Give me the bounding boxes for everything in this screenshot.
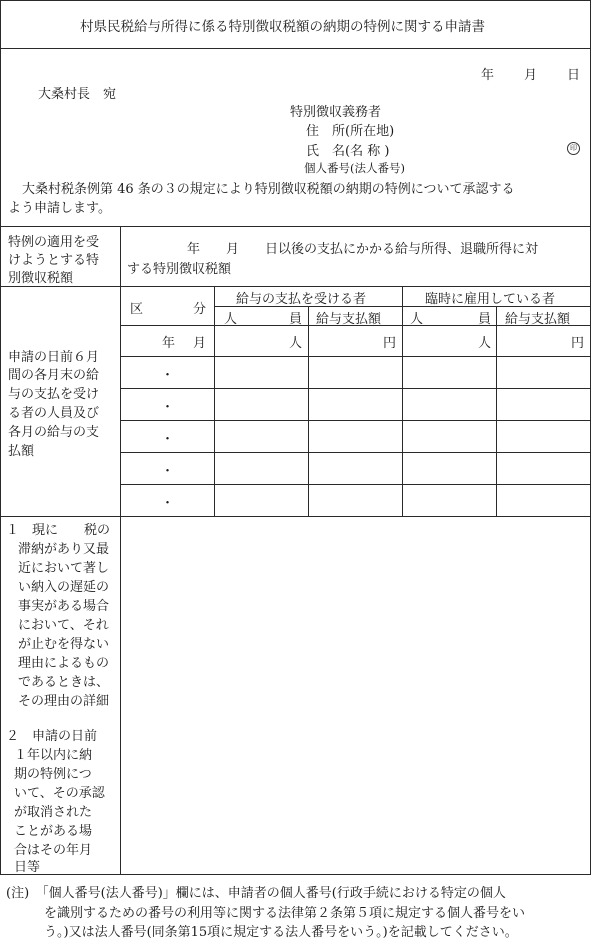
table-bottom-line [0, 516, 591, 517]
sub-payment-2: 給与支払額 [505, 312, 571, 327]
name-label: 氏 名(名 称 ) [306, 144, 390, 159]
header-divider [0, 226, 591, 227]
table-label-2: 間の各月末の給 [8, 368, 100, 383]
reason2-line-2: １年以内に納 [14, 748, 93, 763]
note-line-1: (注) 「個人番号(法人番号)」欄には、申請者の個人番号(行政手続における特定の個人 [6, 886, 506, 901]
form-border-top [0, 0, 591, 1]
title-divider [0, 48, 591, 49]
reason2-line-3: 期の特例につ [14, 767, 92, 782]
form-border-left [0, 0, 1, 874]
number-label: 個人番号(法人番号) [304, 161, 405, 175]
applicable-value-2: する特別徴収税額 [127, 262, 232, 277]
row-mark-2: ・ [161, 400, 175, 415]
reason1-line-4: い納入の遅延の [18, 580, 110, 595]
date-month: 月 [524, 68, 538, 83]
obligor-label: 特別徴収義務者 [290, 105, 382, 120]
reason1-line-10: その理由の詳細 [18, 694, 110, 709]
form-border-bottom [0, 874, 591, 875]
applicable-label-3: 別徴収税額 [8, 271, 74, 286]
label-column-line [120, 226, 121, 874]
applicable-label-1: 特例の適用を受 [8, 235, 100, 250]
row-line-3 [120, 452, 590, 453]
table-label-5: 各月の給与の支 [8, 425, 100, 440]
applicable-label-2: けようとする特 [8, 253, 100, 268]
address-label: 住 所(所在地) [306, 124, 395, 139]
note-line-3: う。)又は法人番号(同条第15項に規定する法人番号をいう。)を記載してください。 [44, 925, 518, 940]
table-label-3: 与の支払を受け [8, 387, 100, 402]
reason1-line-9: であるときは、 [18, 675, 110, 690]
date-day: 日 [567, 68, 581, 83]
reason2-line-8: 日等 [14, 860, 41, 875]
body-text-line2: よう申請します。 [8, 201, 111, 216]
row-mark-1: ・ [161, 368, 175, 383]
unit-month: 月 [193, 336, 207, 351]
date-year: 年 [481, 68, 495, 83]
addressee: 大桑村長 宛 [38, 87, 117, 102]
col-kubun-1: 区 [130, 302, 144, 317]
group-temporary-header: 臨時に雇用している者 [425, 292, 556, 307]
unit-person-1: 人 [289, 336, 303, 351]
row-line-1 [120, 388, 590, 389]
row-line-2 [120, 420, 590, 421]
row-line-4 [120, 484, 590, 485]
reason1-line-5: 事実がある場合 [18, 599, 110, 614]
col-line-4 [496, 306, 497, 516]
unit-row-line [120, 356, 590, 357]
table-label-1: 申請の日前６月 [8, 350, 100, 365]
row-mark-3: ・ [161, 432, 175, 447]
sub-persons-1b: 員 [289, 312, 303, 327]
col-line-3 [402, 286, 403, 516]
row-mark-4: ・ [161, 464, 175, 479]
table-label-6: 払額 [8, 444, 35, 459]
reason1-line-3: 近において著し [18, 561, 110, 576]
sub-persons-2a: 人 [410, 312, 424, 327]
sub-persons-2b: 員 [478, 312, 492, 327]
reason1-line-6: において、それ [18, 618, 109, 633]
reason1-line-8: 理由によるもの [18, 656, 110, 671]
form-title: 村県民税給与所得に係る特別徴収税額の納期の特例に関する申請書 [80, 19, 485, 35]
reason1-line-7: が止むを得ない [18, 637, 110, 652]
col-kubun-2: 分 [193, 302, 207, 317]
col-line-1 [214, 286, 215, 516]
note-line-2: を識別するための番号の利用等に関する法律第２条第５項に規定する個人番号をい [44, 906, 526, 921]
group-regular-header: 給与の支払を受ける者 [236, 292, 367, 307]
col-line-2 [308, 306, 309, 516]
seal-mark: 印 [567, 142, 580, 155]
reason1-line-2: 滞納があり又最 [18, 542, 110, 557]
body-text-line1: 大桑村税条例第 46 条の３の規定により特別徴収税額の納期の特例について承認する [22, 182, 515, 197]
applicable-value-1: 年 月 日以後の支払にかかる給与所得、退職所得に対 [187, 242, 539, 257]
unit-person-2: 人 [478, 336, 492, 351]
reason2-line-5: が取消された [14, 805, 93, 820]
reason2-line-6: ことがある場 [14, 824, 93, 839]
reason1-line-1: １ 現に 税の [6, 523, 111, 538]
applicable-divider [0, 286, 591, 287]
unit-yen-2: 円 [571, 336, 585, 351]
reason2-line-7: 合はその年月 [14, 843, 93, 858]
table-label-4: る者の人員及び [8, 406, 100, 421]
reason2-line-1: ２ 申請の日前 [6, 729, 98, 744]
sub-persons-1a: 人 [224, 312, 238, 327]
sub-payment-1: 給与支払額 [316, 312, 382, 327]
reason2-line-4: いて、その承認 [14, 786, 105, 801]
row-mark-5: ・ [161, 496, 175, 511]
unit-year: 年 [162, 336, 176, 351]
unit-yen-1: 円 [383, 336, 397, 351]
